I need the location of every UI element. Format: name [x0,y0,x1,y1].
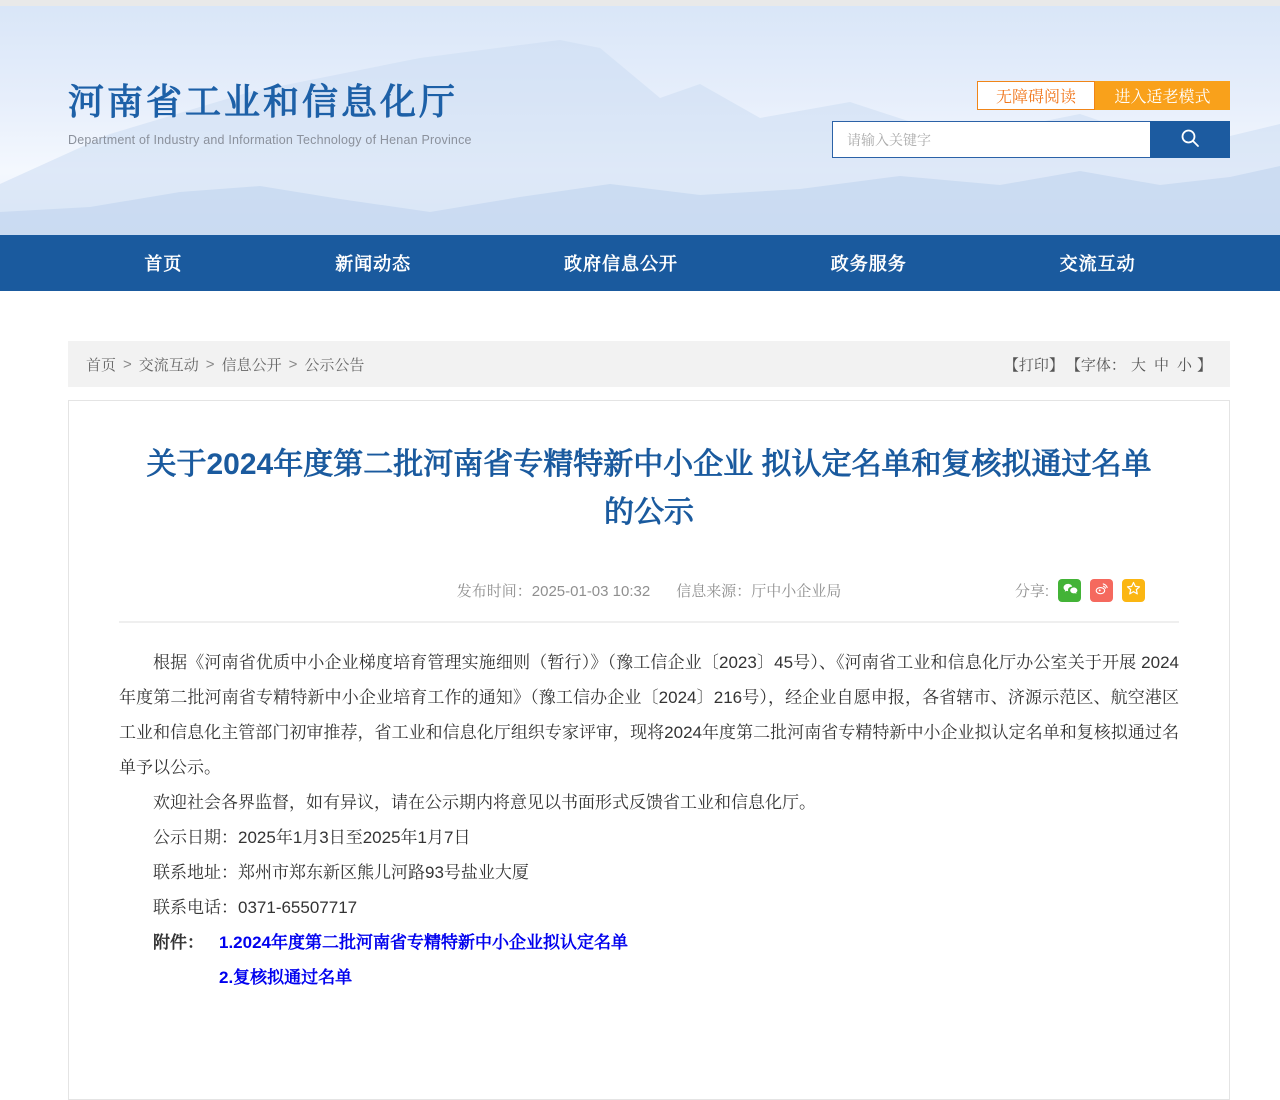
nav-item-services[interactable]: 政务服务 [830,254,907,274]
publish-time-label: 发布时间： [456,583,532,600]
font-size-large[interactable]: 大 [1130,356,1146,374]
breadcrumb-separator: > [205,355,215,373]
breadcrumb-separator: > [288,355,298,373]
print-button[interactable]: 【打印】 [1003,356,1064,374]
paragraph-basis: 根据《河南省优质中小企业梯度培育管理实施细则（暂行）》（豫工信企业〔2023〕45号）、《河南省工业和信息化厅办公室关于开展 2024年度第二批河南省专精特新中小企业培育工作的通知》（豫工信办企业〔2024〕216号），经企业自愿申报，各省辖市、济源示范区、航空港区工业和信息化主管部门初审推荐，省工业和信息化厅组织专家评审，现将2024年度第二批河南省专精特新中小企业拟认定名单和复核拟通过名单予以公示。 [119,653,1179,777]
search-input[interactable] [833,122,1150,157]
breadcrumb [86,354,364,375]
star-icon [1125,580,1142,602]
attachment-label: 附件： [153,933,204,952]
attachment-link-1[interactable]: 1.2024年度第二批河南省专精特新中小企业拟认定名单 [219,933,628,952]
meta-divider [119,621,1179,623]
paragraph-supervision: 欢迎社会各界监督，如有异议，请在公示期内将意见以书面形式反馈省工业和信息化厅。 [153,793,816,812]
article-title: 关于2024年度第二批河南省专精特新中小企业 拟认定名单和复核拟通过名单的公示 [146,448,1152,529]
search-button[interactable] [1150,121,1230,158]
attachment-link-2[interactable]: 2.复核拟通过名单 [219,968,353,987]
publish-time: 2025-01-03 10:32 [531,583,651,600]
nav-item-news[interactable]: 新闻动态 [335,254,412,274]
share-wechat-button[interactable] [1058,579,1081,602]
main-nav [0,235,1280,291]
search-bar [832,121,1230,158]
article-body [119,645,1179,995]
font-size-label: 【字体： [1065,356,1126,374]
search-icon [1179,127,1201,152]
site-title: 河南省工业和信息化厅 [68,81,459,122]
paragraph-contact-address: 联系地址：郑州市郑东新区熊儿河路93号盐业大厦 [153,863,529,882]
share-block [1015,579,1145,602]
nav-item-gov-info[interactable]: 政府信息公开 [563,254,678,274]
attachment-row [119,960,1179,995]
paragraph-contact-phone: 联系电话：0371-65507717 [153,898,358,917]
breadcrumb-current: 公示公告 [304,356,365,374]
breadcrumb-interaction[interactable]: 交流互动 [138,356,199,374]
site-banner [0,6,1280,235]
font-size-medium[interactable]: 中 [1153,356,1169,374]
breadcrumb-bar [68,341,1230,387]
breadcrumb-info-disclosure[interactable]: 信息公开 [221,356,282,374]
article-container [68,400,1230,1100]
paragraph-public-dates: 公示日期：2025年1月3日至2025年1月7日 [153,828,471,847]
nav-item-home[interactable]: 首页 [144,254,183,274]
article-meta [119,579,1179,605]
attachment-row [119,925,1179,960]
source-label: 信息来源： [676,583,752,600]
elder-mode-button[interactable]: 进入适老模式 [1095,81,1230,110]
font-size-small[interactable]: 小 [1176,356,1192,374]
font-size-label-close: 】 [1196,356,1212,374]
breadcrumb-separator: > [123,355,132,373]
nav-item-interaction[interactable]: 交流互动 [1059,254,1136,274]
share-favorite-button[interactable] [1122,579,1145,602]
accessibility-reading-button[interactable]: 无障碍阅读 [977,81,1095,110]
attachment-label-spacer [153,960,219,995]
weibo-icon [1093,580,1110,602]
site-subtitle: Department of Industry and Information Technology of Henan Province [68,133,472,147]
share-weibo-button[interactable] [1090,579,1113,602]
breadcrumb-home[interactable]: 首页 [86,356,117,374]
source-value: 厅中小企业局 [751,583,842,600]
share-label: 分享: [1014,583,1049,600]
accessibility-buttons [977,81,1230,110]
page-tools [1004,354,1212,375]
site-logo [68,74,472,147]
wechat-icon [1061,580,1078,602]
